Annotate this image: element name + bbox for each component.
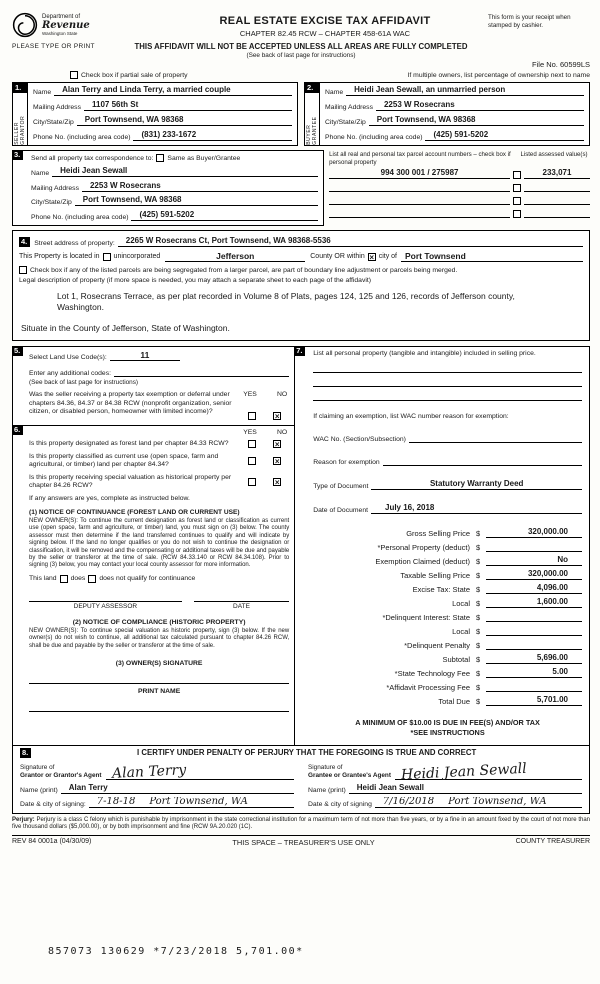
seller-address-label: Mailing Address — [33, 104, 81, 111]
seller-fields — [28, 83, 297, 145]
parcel-headers — [329, 151, 590, 166]
grantor-name-print-label: Name (print) — [20, 786, 58, 794]
segregated-label: Check box if any of the listed parcels are being segregated from a larger parcel, are part of boundary line adjustment or parcels being merged. — [30, 266, 458, 274]
additional-codes-label: Enter any additional codes: — [29, 370, 111, 377]
delinquent-interest-local-value[interactable] — [486, 635, 582, 636]
located-in-label: This Property is located in — [19, 253, 100, 260]
seller-side-column — [13, 83, 28, 145]
money-row — [313, 650, 582, 664]
grantor-signature-line[interactable] — [106, 760, 294, 780]
document-type-label: Type of Document — [313, 482, 369, 490]
grantor-signature: Alan Terry — [111, 761, 187, 782]
personal-property-blank-line[interactable] — [313, 373, 582, 387]
state-technology-fee-value[interactable]: 5.00 — [486, 667, 582, 678]
buyer-citystatezip-label: City/State/Zip — [325, 119, 366, 126]
section-2-badge: 2. — [305, 83, 319, 93]
unincorporated-label: unincorporated — [113, 253, 161, 260]
money-label: Total Due — [438, 696, 470, 706]
this-land-label: This land — [29, 575, 57, 583]
parcel-header-label: List all real and personal tax parcel account numbers – check box if personal property — [329, 151, 511, 166]
money-row — [313, 622, 582, 636]
money-row — [313, 566, 582, 580]
segregated-checkbox[interactable] — [19, 266, 27, 274]
parcel-number-value[interactable]: 994 300 001 / 275987 — [329, 168, 510, 179]
excise-tax-local-value[interactable]: 1,600.00 — [486, 597, 582, 608]
grantee-side-label: GRANTEE — [312, 116, 318, 145]
money-label: Subtotal — [442, 654, 470, 664]
logo-dept-line: Department of — [42, 14, 81, 20]
date-label[interactable]: DATE — [194, 601, 289, 610]
document-date-row — [313, 503, 582, 514]
grantor-signature-labels — [20, 764, 106, 780]
buyer-fields — [320, 83, 589, 145]
parcel-row — [329, 192, 590, 205]
money-row — [313, 538, 582, 552]
seller-vertical-labels — [13, 93, 27, 145]
grantee-signing-date: 7/16/2018 — [382, 796, 435, 807]
tax-correspondence-box — [12, 150, 324, 226]
legal-description-text[interactable]: Lot 1, Rosecrans Terrace, as per plat recorded in Volume 8 of Plats, pages 124, 125 and 126, records of Jefferson county, Washington. — [57, 291, 515, 312]
please-type-or-print-label: PLEASE TYPE OR PRINT — [12, 43, 95, 50]
exemption-question-row — [29, 391, 289, 420]
dor-logo — [12, 12, 162, 38]
perjury-text: Perjury is a class C felony which is punishable by imprisonment in the state correctional institution for a maximum term of not more than five years, or by a fine in an amount fixed by the court of not more than five thousand dollars ($5,000.00), or by both imprisonment and fine (RCW 9A.20.020 (1C). — [12, 816, 590, 831]
seller-address-value[interactable]: 1107 56th St — [84, 100, 292, 111]
correspondence-phone-label: Phone No. (including area code) — [31, 214, 129, 221]
certify-row — [20, 748, 582, 758]
money-label: *Delinquent Penalty — [404, 640, 470, 650]
forest-land-question — [29, 440, 289, 449]
notice-compliance-text: NEW OWNER(S): To continue special valuation as historic property, sign (3) below. If the new owner(s) do not wish to continue, all additional tax calculated pursuant to chapter 84.26 RCW, shall be due and payable by the seller or transferor at the time of sale. — [29, 627, 290, 649]
land-use-label: Select Land Use Code(s): — [29, 354, 107, 361]
correspondence-name-label: Name — [31, 169, 50, 177]
yes-no-header-row — [29, 429, 289, 436]
seller-phone-value[interactable]: (831) 233-1672 — [133, 130, 292, 141]
grantee-signing-city: Port Townsend, WA — [448, 796, 547, 807]
additional-codes-value[interactable] — [114, 367, 289, 377]
grantor-signature-block — [20, 760, 294, 808]
section-5-badge: 5. — [12, 346, 23, 356]
money-row — [313, 636, 582, 650]
personal-property-deduct-value[interactable] — [486, 551, 582, 552]
excise-tax-table — [313, 524, 582, 706]
historic-property-question — [29, 474, 289, 491]
document-type-value[interactable]: Statutory Warranty Deed — [371, 479, 582, 490]
dollar-sign: $ — [476, 640, 481, 650]
dollar-sign: $ — [476, 668, 481, 678]
personal-property-blank-line[interactable] — [313, 387, 582, 401]
delinquent-interest-state-value[interactable] — [486, 621, 582, 622]
does-checkbox[interactable] — [60, 575, 68, 583]
grantor-side-label: GRANTOR — [20, 115, 26, 145]
reason-exemption-value[interactable] — [383, 456, 582, 466]
grantee-signature-line[interactable] — [395, 760, 582, 784]
multiple-owners-note: If multiple owners, list percentage of ownership next to name — [407, 72, 590, 79]
excise-tax-state-value[interactable]: 4,096.00 — [486, 583, 582, 594]
seller-side-label: SELLER — [13, 122, 20, 145]
yes-header: YES — [243, 429, 257, 436]
money-row — [313, 594, 582, 608]
dollar-sign: $ — [476, 626, 481, 636]
header-center — [162, 12, 488, 38]
grantor-sig-label-1: Signature of — [20, 763, 55, 771]
reason-exemption-row — [313, 456, 582, 466]
parcel-personal-checkbox[interactable] — [513, 210, 521, 218]
seller-phone-label: Phone No. (including area code) — [33, 134, 131, 141]
document-date-label: Date of Document — [313, 506, 368, 514]
money-row — [313, 678, 582, 692]
correspondence-phone-value[interactable]: (425) 591-5202 — [131, 210, 318, 221]
receipt-note: This form is your receipt when stamped by cashier. — [488, 14, 571, 29]
signature-columns — [20, 760, 582, 808]
parcel-row — [329, 166, 590, 179]
see-instructions-note: *SEE INSTRUCTIONS — [410, 727, 485, 737]
buyer-citystatezip-value[interactable]: Port Townsend, WA 98368 — [369, 115, 584, 126]
additional-codes-row — [29, 367, 289, 377]
section-4 — [12, 230, 590, 341]
current-use-yes-checkbox[interactable] — [248, 457, 256, 465]
footer-row — [12, 835, 590, 847]
exemption-no-checkbox[interactable]: × — [274, 412, 280, 421]
right-column — [295, 346, 590, 746]
county-value[interactable]: Jefferson — [165, 251, 305, 262]
seller-name-label: Name — [33, 89, 52, 96]
assessed-value[interactable]: 233,071 — [524, 168, 590, 179]
logo-state-line: Washington State — [42, 31, 78, 36]
exemption-yes-checkbox[interactable] — [248, 412, 256, 420]
money-label: Local — [452, 626, 470, 636]
current-use-no-checkbox[interactable]: × — [274, 457, 280, 466]
grantor-name-print-value[interactable]: Alan Terry — [61, 783, 294, 794]
wac-number-value[interactable] — [409, 433, 582, 443]
money-row — [313, 608, 582, 622]
exemption-question-text: Was the seller receiving a property tax exemption or deferral under chapters 84.36, 84.37 or 84.38 RCW (nonprofit organization, senior citizen, or disabled person, homeowner with limited income)? — [29, 391, 232, 415]
personal-property-blank-line[interactable] — [313, 359, 582, 373]
section-6-badge: 6. — [12, 425, 23, 435]
file-number: File No. 60599LS — [532, 60, 590, 69]
same-as-buyer-checkbox[interactable] — [156, 154, 164, 162]
taxable-selling-price-value[interactable]: 320,000.00 — [486, 569, 582, 580]
section-3-badge: 3. — [12, 150, 23, 160]
yes-no-header — [241, 429, 289, 436]
correspondence-name-value[interactable]: Heidi Jean Sewall — [52, 166, 318, 177]
correspondence-address-value[interactable]: 2253 W Rosecrans — [82, 181, 318, 192]
parcel-personal-checkbox[interactable] — [513, 171, 521, 179]
unincorporated-checkbox[interactable] — [103, 253, 111, 261]
total-due-value[interactable]: 5,701.00 — [486, 695, 582, 706]
dollar-sign: $ — [476, 528, 481, 538]
grantee-name-print-value[interactable]: Heidi Jean Sewall — [349, 783, 582, 794]
personal-property-label: List all personal property (tangible and intangible) included in selling price. — [313, 350, 536, 357]
money-row — [313, 552, 582, 566]
money-row — [313, 692, 582, 706]
deputy-assessor-label[interactable]: DEPUTY ASSESSOR — [29, 601, 182, 610]
subtotal-value[interactable]: 5,696.00 — [486, 653, 582, 664]
buyer-phone-value[interactable]: (425) 591-5202 — [425, 130, 584, 141]
street-address-label: Street address of property: — [34, 240, 115, 247]
wac-number-label: WAC No. (Section/Subsection) — [313, 435, 406, 443]
county-treasurer-label: COUNTY TREASURER — [515, 837, 590, 845]
reason-exemption-label: Reason for exemption — [313, 458, 380, 466]
warning-line: THIS AFFIDAVIT WILL NOT BE ACCEPTED UNLESS ALL AREAS ARE FULLY COMPLETED — [134, 42, 468, 51]
grantor-signing-date: 7-18-18 — [96, 796, 136, 807]
treasurer-space-label: THIS SPACE – TREASURER'S USE ONLY — [232, 837, 375, 847]
exemption-answer-checkboxes — [241, 412, 289, 420]
partial-sale-group — [67, 71, 188, 79]
buyer-phone-label: Phone No. (including area code) — [325, 134, 423, 141]
parcel-number-value[interactable] — [329, 217, 510, 218]
delinquent-penalty-value[interactable] — [486, 649, 582, 650]
minimum-due-note: A MINIMUM OF $10.00 IS DUE IN FEE(S) AND/OR TAX — [355, 717, 540, 727]
dollar-sign: $ — [476, 556, 481, 566]
dollar-sign: $ — [476, 682, 481, 692]
land-use-code-value[interactable]: 11 — [110, 350, 180, 361]
certify-statement: I CERTIFY UNDER PENALTY OF PERJURY THAT THE FOREGOING IS TRUE AND CORRECT — [137, 748, 477, 758]
section-5 — [12, 346, 295, 426]
buyer-vertical-labels — [305, 93, 319, 145]
assessed-value[interactable] — [524, 217, 590, 218]
money-label: *Affidavit Processing Fee — [386, 682, 470, 692]
money-label: *State Technology Fee — [394, 668, 470, 678]
current-use-question — [29, 453, 289, 470]
revenue-swirl-icon — [12, 12, 38, 38]
grantor-signing-city: Port Townsend, WA — [149, 796, 248, 807]
seller-citystatezip-label: City/State/Zip — [33, 119, 74, 126]
any-answers-yes-note: If any answers are yes, complete as instructed below. — [29, 494, 190, 502]
correspondence-citystatezip-label: City/State/Zip — [31, 199, 72, 207]
assessed-values-header: Listed assessed value(s) — [520, 151, 588, 158]
parcel-row — [329, 205, 590, 218]
same-as-buyer-label: Same as Buyer/Grantee — [167, 154, 241, 162]
buyer-name-label: Name — [325, 89, 344, 96]
chapter-line: CHAPTER 82.45 RCW – CHAPTER 458-61A WAC — [239, 29, 411, 38]
buyer-address-label: Mailing Address — [325, 104, 373, 111]
forest-land-question-text: Is this property designated as forest land per chapter 84.33 RCW? — [29, 440, 229, 447]
owners-signature-label: (3) OWNER(S) SIGNATURE — [115, 660, 203, 668]
grantor-sig-label-2: Grantor or Grantor's Agent — [20, 771, 102, 779]
parcel-personal-checkbox[interactable] — [513, 197, 521, 205]
exemption-wac-label: If claiming an exemption, list WAC number reason for exemption: — [313, 412, 509, 420]
rev-form-number: REV 84 0001a (04/30/09) — [12, 837, 92, 845]
document-type-row — [313, 479, 582, 490]
forest-yes-checkbox[interactable] — [248, 440, 256, 448]
dollar-sign: $ — [476, 542, 481, 552]
send-correspondence-label: Send all property tax correspondence to: — [31, 154, 154, 162]
situate-text: Situate in the County of Jefferson, State of Washington. — [21, 323, 230, 333]
buyer-name-value[interactable]: Heidi Jean Sewall, an unmarried person — [346, 85, 584, 96]
section-4-badge: 4. — [19, 237, 30, 247]
parcel-personal-checkbox[interactable] — [513, 184, 521, 192]
buyer-side-label: BUYER — [305, 124, 312, 145]
parties-row — [12, 82, 590, 146]
dollar-sign: $ — [476, 654, 481, 664]
city-value[interactable]: Port Townsend — [401, 251, 583, 262]
yes-header: YES — [243, 391, 257, 398]
property-located-row — [19, 251, 583, 262]
main-columns — [12, 346, 590, 746]
county-or-within-label: County OR within — [310, 253, 365, 260]
legal-description-label: Legal description of property (if more space is needed, you may attach a separate sheet to each page of the affidavit) — [19, 277, 372, 284]
does-not-checkbox[interactable] — [88, 575, 96, 583]
wac-number-row — [313, 433, 582, 443]
yes-no-column — [241, 391, 289, 420]
logo-revenue-line: Revenue — [42, 20, 90, 31]
grantee-signature: Heidi Jean Sewall — [400, 760, 528, 784]
grantor-date-city-line[interactable] — [89, 797, 294, 808]
yes-no-header — [241, 391, 289, 398]
money-row — [313, 664, 582, 678]
city-of-label: city of — [378, 253, 398, 260]
parcel-row — [329, 179, 590, 192]
no-header: NO — [277, 429, 288, 436]
partial-sale-row — [12, 71, 590, 79]
section-6 — [12, 426, 295, 746]
section-8 — [12, 746, 590, 814]
seller-citystatezip-value[interactable]: Port Townsend, WA 98368 — [77, 115, 292, 126]
grantee-sig-label-2: Grantee or Grantee's Agent — [308, 771, 391, 779]
see-back-note: (See back of last page for instructions) — [246, 52, 356, 59]
section-1-badge: 1. — [13, 83, 27, 93]
no-header: NO — [277, 391, 288, 398]
print-name-label: PRINT NAME — [137, 688, 181, 696]
section-7 — [295, 346, 590, 746]
grantor-date-city-label: Date & city of signing: — [20, 800, 86, 808]
perjury-lead: Perjury: — [12, 816, 35, 823]
seller-name-value[interactable]: Alan Terry and Linda Terry, a married couple — [54, 85, 292, 96]
partial-sale-checkbox[interactable] — [70, 71, 78, 79]
dollar-sign: $ — [476, 612, 481, 622]
forest-no-checkbox[interactable]: × — [274, 440, 280, 450]
money-row — [313, 580, 582, 594]
form-title: REAL ESTATE EXCISE TAX AFFIDAVIT — [219, 15, 431, 27]
this-land-row — [29, 575, 289, 583]
notice-compliance-title: (2) NOTICE OF COMPLIANCE (HISTORIC PROPERTY) — [72, 618, 246, 626]
grantee-name-print-label: Name (print) — [308, 786, 346, 794]
grantee-date-city-line[interactable] — [375, 797, 582, 808]
dollar-sign: $ — [476, 598, 481, 608]
current-use-question-text: Is this property classified as current use (open space, farm and agricultural, or timber) land per chapter 84.34? — [29, 452, 219, 468]
street-address-row — [19, 236, 583, 247]
section-8-badge: 8. — [20, 748, 31, 758]
treasurer-stamp: 857073 130629 *7/23/2018 5,701.00* — [48, 946, 304, 957]
document-date-value[interactable]: July 16, 2018 — [371, 503, 582, 514]
correspondence-citystatezip-value[interactable]: Port Townsend, WA 98368 — [75, 195, 318, 206]
money-label: Gross Selling Price — [406, 528, 470, 538]
correspondence-address-label: Mailing Address — [31, 184, 79, 192]
seller-section — [12, 82, 298, 146]
buyer-side-column — [305, 83, 320, 145]
dollar-sign: $ — [476, 570, 481, 580]
grantee-sig-label-1: Signature of — [308, 763, 343, 771]
personal-property-header — [313, 350, 582, 359]
money-label: Excise Tax: State — [412, 584, 470, 594]
money-label: Local — [452, 598, 470, 608]
historic-no-checkbox[interactable]: × — [274, 478, 280, 487]
see-back-instructions: (See back of last page for instructions) — [29, 379, 139, 386]
street-address-value[interactable]: 2265 W Rosecrans Ct, Port Townsend, WA 98368-5536 — [118, 236, 583, 247]
logo-text — [42, 14, 90, 36]
does-label: does — [70, 575, 86, 583]
send-correspondence-row — [31, 154, 318, 162]
dollar-sign: $ — [476, 584, 481, 594]
notice-continuance-title: (1) NOTICE OF CONTINUANCE (FOREST LAND OR CURRENT USE) — [29, 509, 240, 516]
grantee-signature-labels — [308, 764, 395, 780]
affidavit-processing-fee-value[interactable] — [486, 691, 582, 692]
gross-selling-price-value[interactable]: 320,000.00 — [486, 527, 582, 538]
city-checkbox[interactable]: × — [369, 252, 375, 262]
segregated-row — [19, 266, 583, 274]
notice-continuance-text: NEW OWNER(S): To continue the current designation as forest land or classification as current use (open space, farm and agriculture, or timber) land, you must sign on (3) below. The county assessor must then determine if the land transferred continues to qualify and will indicate by signing below. If the land no longer qualifies or you do not wish to continue the designation or classification, it will be removed and the compensating or additional taxes will be due and payable by the seller or transferor at the time of sale. (RCW 84.33.140 or RCW 84.34.108). Prior to signing (3) below, you may contact your local county assessor for more information. — [29, 518, 290, 569]
buyer-section — [304, 82, 590, 146]
historic-property-question-text: Is this property receiving special valuation as historical property per chapter 84.26 RCW? — [29, 473, 232, 489]
buyer-address-value[interactable]: 2253 W Rosecrans — [376, 100, 584, 111]
print-name-line[interactable] — [29, 711, 289, 712]
grantee-date-city-label: Date & city of signing — [308, 800, 372, 808]
perjury-paragraph — [12, 817, 590, 832]
section-7-badge: 7. — [294, 346, 305, 356]
partial-sale-label: Check box if partial sale of property — [81, 71, 188, 79]
money-label: Exemption Claimed (deduct) — [375, 556, 470, 566]
money-label: *Delinquent Interest: State — [382, 612, 470, 622]
owners-signature-line[interactable] — [29, 683, 289, 684]
historic-yes-checkbox[interactable] — [248, 478, 256, 486]
money-label: *Personal Property (deduct) — [377, 542, 470, 552]
money-row — [313, 524, 582, 538]
grantee-signature-block — [308, 760, 582, 808]
parcel-numbers-box — [329, 150, 590, 226]
section-3 — [12, 150, 590, 226]
money-label: Taxable Selling Price — [400, 570, 470, 580]
deputy-assessor-row — [29, 601, 289, 610]
land-use-row — [29, 350, 289, 361]
does-not-label: does not qualify for continuance — [99, 575, 196, 583]
exemption-claimed-value[interactable]: No — [486, 555, 582, 566]
dollar-sign: $ — [476, 696, 481, 706]
left-column — [12, 346, 295, 746]
